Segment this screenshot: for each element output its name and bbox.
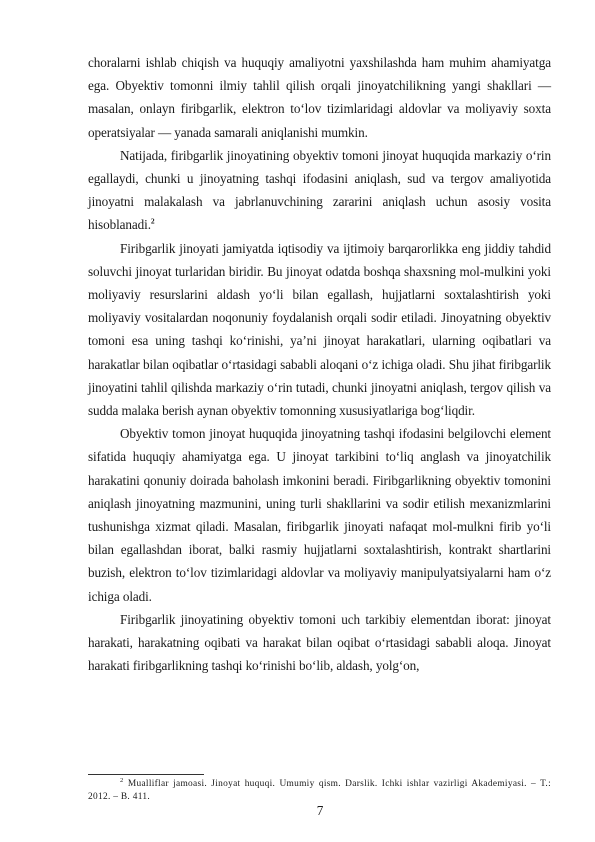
footnote-number: 2 (120, 776, 124, 784)
paragraph-2-text: Natijada, firibgarlik jinoyatining obyektiv tomoni jinoyat huquqida markaziy o‘rin egallaydi, chunki u jinoyatning tashqi ifodasini aniqlash, sud va tergov amaliyotida jinoyatni malakalash va jabrlanuvchining zararini aniqlash uchun asosiy vosita hisoblanadi. (88, 147, 551, 233)
footnote (88, 778, 551, 804)
paragraph-4-text: Obyektiv tomon jinoyat huquqida jinoyatning tashqi ifodasini belgilovchi element sifatida huquqiy ahamiyatga ega. U jinoyat tarkibini to‘liq anglash va jinoyatchilik harakatini qonuniy doirada baholash imkonini beradi. Firibgarlikning obyektiv tomonini aniqlash jinoyatning mazmunini, uning turli shakllarini va sodir etilish mexanizmlarini tushunishga xizmat qiladi. Masalan, firibgarlik jinoyati nafaqat mol-mulkni firib yo‘li bilan egallashdan iborat, balki rasmiy hujjatlarni soxtalashtirish, kontrakt shartlarini buzish, elektron to‘lov tizimlaridagi aldovlar va moliyaviy manipulyatsiyalarni ham o‘z ichiga oladi. (88, 426, 551, 604)
footnote-reference[interactable]: 2 (150, 217, 155, 227)
paragraph-2 (88, 144, 551, 237)
paragraph-5 (88, 608, 551, 678)
paragraph-4 (88, 422, 551, 608)
document-body (88, 51, 551, 677)
page-number: 7 (316, 803, 324, 818)
paragraph-3-text: Firibgarlik jinoyati jamiyatda iqtisodiy va ijtimoiy barqarorlikka eng jiddiy tahdid soluvchi jinoyat turlaridan biridir. Bu jinoyat odatda boshqa shaxsning mol-mulkini yoki moliyaviy resurslarini aldash yo‘li bilan egallash, hujjatlarni soxtalashtirish yoki moliyaviy vositalardan noqonuniy foydalanish orqali sodir etiladi. Jinoyatning obyektiv tomoni esa uning tashqi ko‘rinishi, ya’ni jinoyat harakatlari, ularning oqibatlari va harakatlar bilan oqibatlar o‘rtasidagi sababli aloqani o‘z ichiga oladi. Shu jihat firibgarlik jinoyatini tahlil qilishda markaziy o‘rin tutadi, chunki jinoyatni aniqlash, tergov qilish va sudda malaka berish aynan obyektiv tomonning xususiyatlariga bog‘liqdir. (88, 240, 551, 419)
paragraph-3 (88, 237, 551, 423)
paragraph-5-text: Firibgarlik jinoyatining obyektiv tomoni uch tarkibiy elementdan iborat: jinoyat harakati, harakatning oqibati va harakat bilan oqibat o‘rtasidagi sababli aloqa. Jinoyat harakati firibgarlikning tashqi ko‘rinishi bo‘lib, aldash, yolg‘on, (88, 611, 551, 674)
paragraph-1 (88, 51, 551, 144)
footnote-separator (88, 774, 204, 775)
paragraph-1-text: choralarni ishlab chiqish va huquqiy amaliyotni yaxshilashda ham muhim ahamiyatga ega. Obyektiv tomonni ilmiy tahlil qilish orqali jinoyatchilikning yangi shakllari — masalan, onlayn firibgarlik, elektron to‘lov tizimlaridagi aldovlar va moliyaviy soxta operatsiyalar — yanada samarali aniqlanishi mumkin. (88, 55, 551, 140)
footnote-text: Mualliflar jamoasi. Jinoyat huquqi. Umumiy qism. Darslik. Ichki ishlar vazirligi Akademiyasi. – T.: 2012. – B. 411. (88, 779, 551, 802)
